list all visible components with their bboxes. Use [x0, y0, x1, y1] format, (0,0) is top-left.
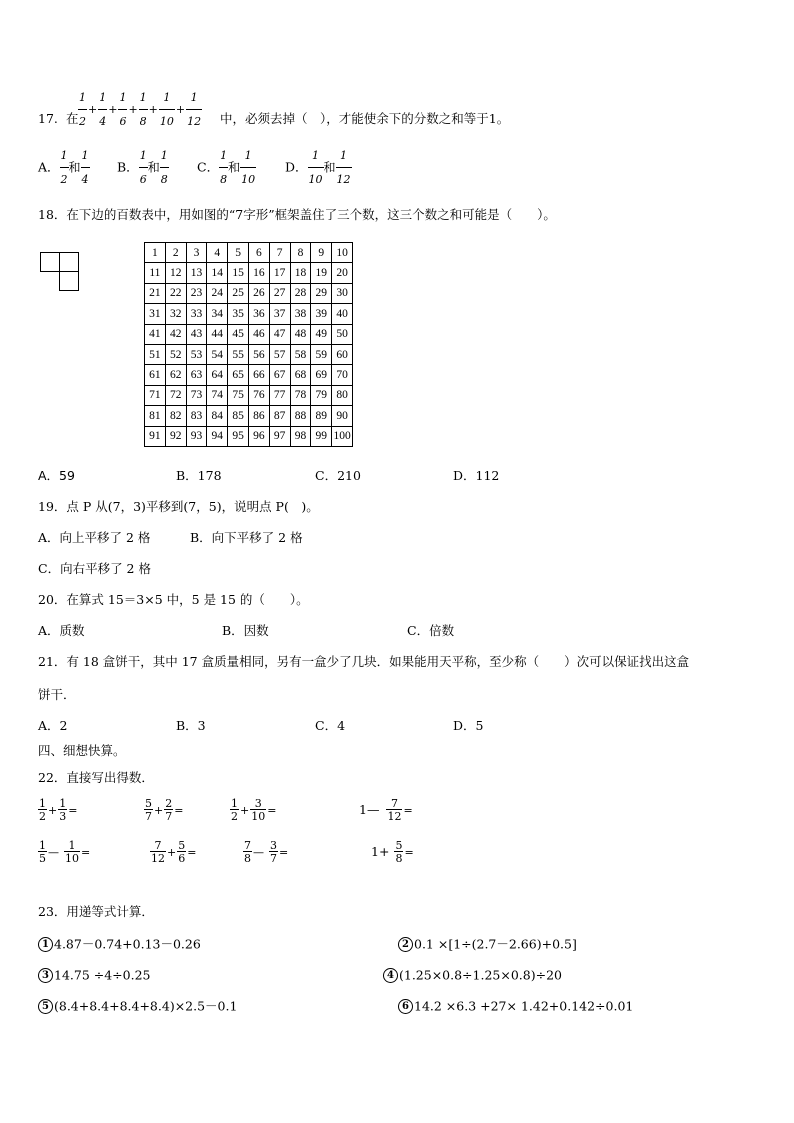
q22-eq-3-b: $\frac{3}{10}$	[251, 797, 266, 823]
hundred-table-row	[145, 243, 353, 263]
q23-stem: 23．用递等式计算．	[38, 904, 154, 919]
hundred-table-cell: 79	[311, 385, 332, 405]
hundred-table-cell: 22	[165, 283, 186, 303]
hundred-table-cell: 64	[207, 365, 228, 385]
hundred-table-cell: 86	[248, 406, 269, 426]
q20-option-c[interactable]: C．倍数	[407, 623, 455, 638]
hundred-table-cell: 91	[145, 426, 166, 446]
hundred-table-cell: 77	[269, 385, 290, 405]
hundred-table-cell: 25	[228, 283, 249, 303]
hundred-table-cell: 38	[290, 304, 311, 324]
q20-option-a[interactable]: A．质数	[38, 623, 85, 638]
hundred-table-cell: 84	[207, 406, 228, 426]
hundred-table-cell: 58	[290, 344, 311, 364]
hundred-table-cell: 20	[332, 263, 353, 283]
hundred-table-cell: 83	[186, 406, 207, 426]
hundred-table-cell: 62	[165, 365, 186, 385]
q17-option-d[interactable]: D． $\frac{1}{10}$ 和 $\frac{1}{12}$	[285, 149, 351, 186]
hundred-table-cell: 49	[311, 324, 332, 344]
circled-number-3: 3	[38, 968, 53, 983]
q22-eq-3-a: $\frac{1}{2}$	[231, 797, 238, 823]
hundred-table-cell: 51	[145, 344, 166, 364]
hundred-table-cell: 85	[228, 406, 249, 426]
hundred-table-cell: 45	[228, 324, 249, 344]
circled-number-1: 1	[38, 937, 53, 952]
hundred-table-cell: 55	[228, 344, 249, 364]
q21-stem-line2: 饼干．	[38, 687, 76, 702]
seven-shape-cell-1	[40, 252, 60, 272]
q17-number: 17.	[38, 111, 58, 126]
q23-item-5: 5 (8.4+8.4+8.4+8.4)×2.5－0.1	[38, 999, 237, 1014]
hundred-table-row	[145, 304, 353, 324]
hundred-table-cell: 42	[165, 324, 186, 344]
hundred-table-cell: 24	[207, 283, 228, 303]
hundred-table-cell: 72	[165, 385, 186, 405]
hundred-table-cell: 60	[332, 344, 353, 364]
hundred-table-cell: 40	[332, 304, 353, 324]
hundred-table-cell: 75	[228, 385, 249, 405]
hundred-table-cell: 95	[228, 426, 249, 446]
section-heading: 四、细想快算。	[38, 743, 126, 758]
hundred-table-cell: 47	[269, 324, 290, 344]
q18-option-d[interactable]: D．112	[453, 468, 500, 483]
q22-eq-5: $\frac{1}{5}$ — $\frac{1}{10}$ =	[39, 839, 91, 865]
hundred-table-cell: 61	[145, 365, 166, 385]
q21-option-d[interactable]: D．5	[453, 718, 484, 733]
hundred-table-cell: 50	[332, 324, 353, 344]
hundred-table-row	[145, 263, 353, 283]
q22-eq-4: 1— $\frac{7}{12}$ =	[359, 797, 413, 823]
hundred-table-cell: 46	[248, 324, 269, 344]
hundred-table-cell: 18	[290, 263, 311, 283]
hundred-table-row	[145, 385, 353, 405]
hundred-table-cell: 65	[228, 365, 249, 385]
hundred-table-cell: 69	[311, 365, 332, 385]
q17-prefix: 在	[66, 111, 79, 126]
hundred-table-cell: 21	[145, 283, 166, 303]
q18-stem: 18．在下边的百数表中，用如图的“7字形”框架盖住了三个数，这三个数之和可能是（ ）。	[38, 207, 556, 222]
q22-eq-4-b: $\frac{7}{12}$	[387, 797, 402, 823]
hundred-table-cell: 80	[332, 385, 353, 405]
hundred-table-row	[145, 426, 353, 446]
hundred-table-cell: 12	[165, 263, 186, 283]
hundred-table-row	[145, 344, 353, 364]
hundred-table-cell: 17	[269, 263, 290, 283]
hundred-table-cell: 23	[186, 283, 207, 303]
hundred-table-cell: 66	[248, 365, 269, 385]
hundred-table-cell: 89	[311, 406, 332, 426]
q18-option-b[interactable]: B．178	[176, 468, 222, 483]
hundred-table-cell: 94	[207, 426, 228, 446]
hundred-table-cell: 81	[145, 406, 166, 426]
hundred-table-cell: 100	[332, 426, 353, 446]
q22-eq-2-b: $\frac{2}{7}$	[165, 797, 173, 823]
q17-frac-2: $\frac{1}{4}$	[99, 91, 107, 128]
hundred-table-cell: 71	[145, 385, 166, 405]
seven-shape-figure	[40, 252, 80, 292]
q22-eq-8: 1+ $\frac{5}{8}$ =	[371, 839, 414, 865]
hundred-table-cell: 2	[165, 243, 186, 263]
q17-frac-5: $\frac{1}{10}$	[159, 91, 174, 128]
q19-option-c[interactable]: C．向右平移了 2 格	[38, 561, 151, 576]
hundred-table-cell: 98	[290, 426, 311, 446]
q22-eq-2: $\frac{5}{7}$ + $\frac{2}{7}$ =	[145, 797, 184, 823]
hundred-table-cell: 70	[332, 365, 353, 385]
q17-frac-6: $\frac{1}{12}$	[187, 91, 202, 128]
q22-eq-7: $\frac{7}{8}$ — $\frac{3}{7}$ =	[244, 839, 289, 865]
hundred-table-cell: 53	[186, 344, 207, 364]
q22-eq-2-a: $\frac{5}{7}$	[145, 797, 152, 823]
hundred-table-cell: 63	[186, 365, 207, 385]
q17-frac-4: $\frac{1}{8}$	[139, 91, 147, 128]
hundred-table-cell: 41	[145, 324, 166, 344]
q22-eq-1: $\frac{1}{2}$ + $\frac{1}{3}$ =	[39, 797, 78, 823]
q21-option-a[interactable]: A．2	[38, 718, 68, 733]
q20-option-b[interactable]: B．因数	[222, 623, 269, 638]
q17-suffix: 中，必须去掉（ ），才能使余下的分数之和等于1。	[220, 111, 510, 126]
q23-item-3: 3 14.75 ÷4÷0.25	[38, 968, 151, 983]
hundred-table-cell: 56	[248, 344, 269, 364]
q19-option-a[interactable]: A．向上平移了 2 格	[38, 530, 151, 545]
hundred-table-cell: 96	[248, 426, 269, 446]
hundred-table-cell: 15	[228, 263, 249, 283]
hundred-table-cell: 6	[248, 243, 269, 263]
hundred-table-cell: 48	[290, 324, 311, 344]
hundred-table-cell: 11	[145, 263, 166, 283]
hundred-table-cell: 4	[207, 243, 228, 263]
hundred-table-cell: 28	[290, 283, 311, 303]
hundred-table-cell: 78	[290, 385, 311, 405]
q20-stem: 20．在算式 15＝3×5 中，5 是 15 的（ ）。	[38, 592, 309, 607]
circled-number-4: 4	[383, 968, 398, 983]
hundred-table-cell: 30	[332, 283, 353, 303]
q19-option-b[interactable]: B．向下平移了 2 格	[190, 530, 303, 545]
hundred-table-cell: 92	[165, 426, 186, 446]
hundred-table-cell: 57	[269, 344, 290, 364]
hundred-table-cell: 67	[269, 365, 290, 385]
hundred-table-cell: 43	[186, 324, 207, 344]
hundred-table-cell: 82	[165, 406, 186, 426]
q23-item-1: 1 4.87－0.74+0.13－0.26	[38, 937, 201, 952]
q23-item-6: 6 14.2 ×6.3 +27× 1.42+0.142÷0.01	[398, 999, 633, 1014]
q21-option-c[interactable]: C．4	[315, 718, 346, 733]
q17-frac-3: $\frac{1}{6}$	[119, 91, 127, 128]
q22-eq-5-a: $\frac{1}{5}$	[39, 839, 46, 865]
hundred-table-cell: 13	[186, 263, 207, 283]
hundred-table-cell: 19	[311, 263, 332, 283]
circled-number-2: 2	[398, 937, 413, 952]
q23-item-4: 4 (1.25×0.8÷1.25×0.8)÷20	[383, 968, 562, 983]
hundred-table-row	[145, 365, 353, 385]
hundred-table-cell: 68	[290, 365, 311, 385]
q18-option-c[interactable]: C．210	[315, 468, 361, 483]
hundred-table-cell: 73	[186, 385, 207, 405]
hundred-table-cell: 44	[207, 324, 228, 344]
hundred-table-cell: 10	[332, 243, 353, 263]
hundred-table-cell: 74	[207, 385, 228, 405]
hundred-table-cell: 35	[228, 304, 249, 324]
q17-option-a[interactable]: A． $\frac{1}{2}$ 和 $\frac{1}{4}$	[38, 149, 89, 186]
hundred-table-row	[145, 406, 353, 426]
q22-eq-1-a: $\frac{1}{2}$	[39, 797, 46, 823]
q22-eq-7-b: $\frac{3}{7}$	[270, 839, 277, 865]
hundred-table-cell: 99	[311, 426, 332, 446]
q17-option-c[interactable]: C． $\frac{1}{8}$ 和 $\frac{1}{10}$	[197, 149, 256, 186]
hundred-table-cell: 52	[165, 344, 186, 364]
q22-eq-6: $\frac{7}{12}$ + $\frac{5}{6}$ =	[151, 839, 197, 865]
hundred-table	[144, 242, 353, 447]
q21-option-b[interactable]: B．3	[176, 718, 206, 733]
hundred-table-cell: 26	[248, 283, 269, 303]
q22-eq-1-b: $\frac{1}{3}$	[59, 797, 67, 823]
q23-item-2: 2 0.1 ×[1÷(2.7－2.66)+0.5]	[398, 937, 577, 952]
hundred-table-cell: 76	[248, 385, 269, 405]
q17-frac-1: $\frac{1}{2}$	[79, 91, 86, 128]
hundred-table-cell: 97	[269, 426, 290, 446]
hundred-table-cell: 16	[248, 263, 269, 283]
hundred-table-cell: 1	[145, 243, 166, 263]
seven-shape-cell-3	[59, 271, 79, 291]
hundred-table-cell: 33	[186, 304, 207, 324]
hundred-table-cell: 87	[269, 406, 290, 426]
q17-expression: $\frac{1}{2}$ + $\frac{1}{4}$ + $\frac{1}{6}$ + $\frac{1}{8}$ + $\frac{1}{10}$ + $\frac{1}{12}$	[79, 91, 202, 128]
q17-option-b[interactable]: B． $\frac{1}{6}$ 和 $\frac{1}{8}$	[117, 149, 168, 186]
hundred-table-cell: 3	[186, 243, 207, 263]
q18-option-a[interactable]: A．59	[38, 468, 75, 483]
hundred-table-cell: 90	[332, 406, 353, 426]
hundred-table-cell: 31	[145, 304, 166, 324]
hundred-table-cell: 37	[269, 304, 290, 324]
circled-number-5: 5	[38, 999, 53, 1014]
q21-stem-line1: 21．有 18 盒饼干，其中 17 盒质量相同，另有一盒少了几块．如果能用天平称，至少称（ ）次可以保证找出这盒	[38, 654, 690, 669]
hundred-table-cell: 5	[228, 243, 249, 263]
hundred-table-cell: 54	[207, 344, 228, 364]
q22-eq-5-b: $\frac{1}{10}$	[65, 839, 79, 865]
hundred-table-row	[145, 283, 353, 303]
circled-number-6: 6	[398, 999, 413, 1014]
hundred-table-cell: 9	[311, 243, 332, 263]
hundred-table-cell: 39	[311, 304, 332, 324]
hundred-table-cell: 14	[207, 263, 228, 283]
q22-stem: 22．直接写出得数．	[38, 770, 154, 785]
q22-eq-8-b: $\frac{5}{8}$	[395, 839, 403, 865]
hundred-table-cell: 88	[290, 406, 311, 426]
hundred-table-cell: 36	[248, 304, 269, 324]
hundred-table-cell: 7	[269, 243, 290, 263]
hundred-table-cell: 59	[311, 344, 332, 364]
q19-stem: 19．点 P 从(7，3)平移到(7，5)，说明点 P( )。	[38, 499, 319, 514]
hundred-table-row	[145, 324, 353, 344]
hundred-table-cell: 93	[186, 426, 207, 446]
hundred-table-cell: 27	[269, 283, 290, 303]
hundred-table-cell: 32	[165, 304, 186, 324]
q22-eq-3: $\frac{1}{2}$ + $\frac{3}{10}$ =	[231, 797, 277, 823]
hundred-table-cell: 8	[290, 243, 311, 263]
q22-eq-7-a: $\frac{7}{8}$	[244, 839, 251, 865]
q22-eq-6-a: $\frac{7}{12}$	[151, 839, 165, 865]
q22-eq-6-b: $\frac{5}{6}$	[178, 839, 186, 865]
hundred-table-cell: 29	[311, 283, 332, 303]
seven-shape-cell-2	[59, 252, 79, 272]
hundred-table-cell: 34	[207, 304, 228, 324]
